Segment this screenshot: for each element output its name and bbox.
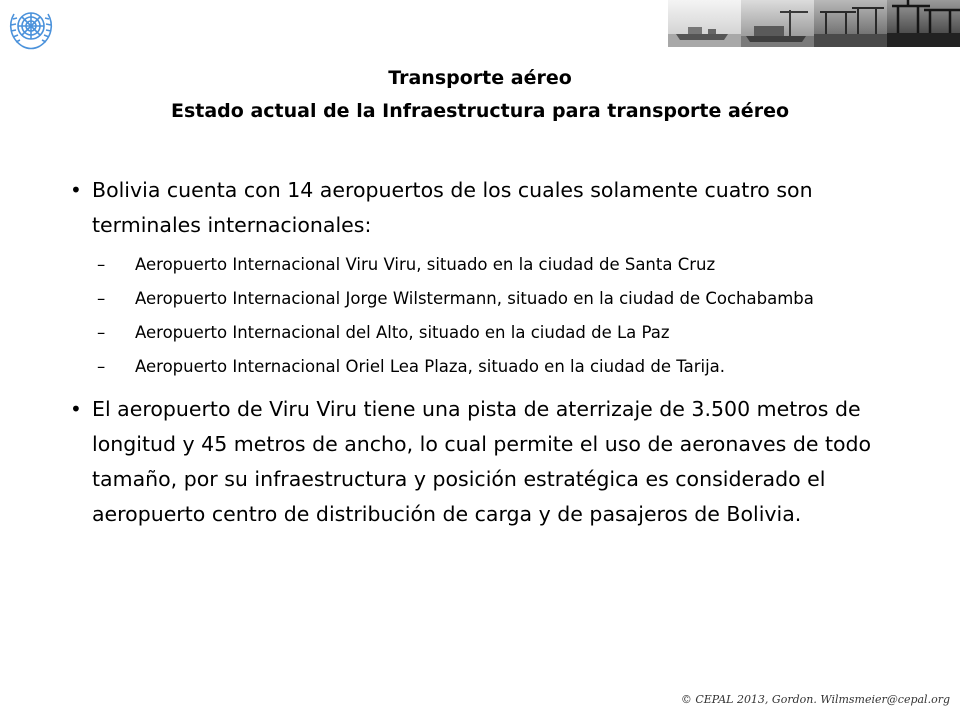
sub-item-text: Aeropuerto Internacional Viru Viru, situado en la ciudad de Santa Cruz (135, 255, 716, 274)
bullet-marker: • (70, 397, 82, 421)
sub-item (97, 319, 900, 346)
un-emblem-icon (5, 2, 57, 54)
sub-item (97, 251, 900, 278)
slide-title (0, 62, 960, 128)
dash-marker: – (97, 289, 106, 308)
sub-item-text: Aeropuerto Internacional del Alto, situado en la ciudad de La Paz (135, 323, 670, 342)
sub-item (97, 285, 900, 312)
bullet-text: Bolivia cuenta con 14 aeropuertos de los cuales solamente cuatro son terminales internacionales: (92, 178, 813, 237)
sub-item (97, 353, 900, 380)
sub-item-text: Aeropuerto Internacional Jorge Wilstermann, situado en la ciudad de Cochabamba (135, 289, 814, 308)
bullet-marker: • (70, 178, 82, 202)
bullet-item-airports (70, 173, 900, 243)
dash-marker: – (97, 255, 106, 274)
bullet-text: El aeropuerto de Viru Viru tiene una pista de aterrizaje de 3.500 metros de longitud y 45 metros de ancho, lo cual permite el uso de aeronaves de todo tamaño, por su infraestructura y posición estratégica es considerado el aeropuerto centro de distribución de carga y de pasajeros de Bolivia. (92, 397, 872, 526)
sub-item-text: Aeropuerto Internacional Oriel Lea Plaza, situado en la ciudad de Tarija. (135, 357, 726, 376)
bullet-item-viru-viru (70, 392, 900, 532)
dash-marker: – (97, 323, 106, 342)
title-line-2: Estado actual de la Infraestructura para transporte aéreo (170, 100, 790, 122)
dash-marker: – (97, 357, 106, 376)
port-cranes-photo-icon (668, 0, 960, 47)
footer-credit: © CEPAL 2013, Gordon. Wilmsmeier@cepal.org (680, 693, 950, 706)
title-line-1: Transporte aéreo (388, 67, 572, 89)
sub-list (97, 251, 900, 380)
bullet-list (70, 173, 900, 532)
